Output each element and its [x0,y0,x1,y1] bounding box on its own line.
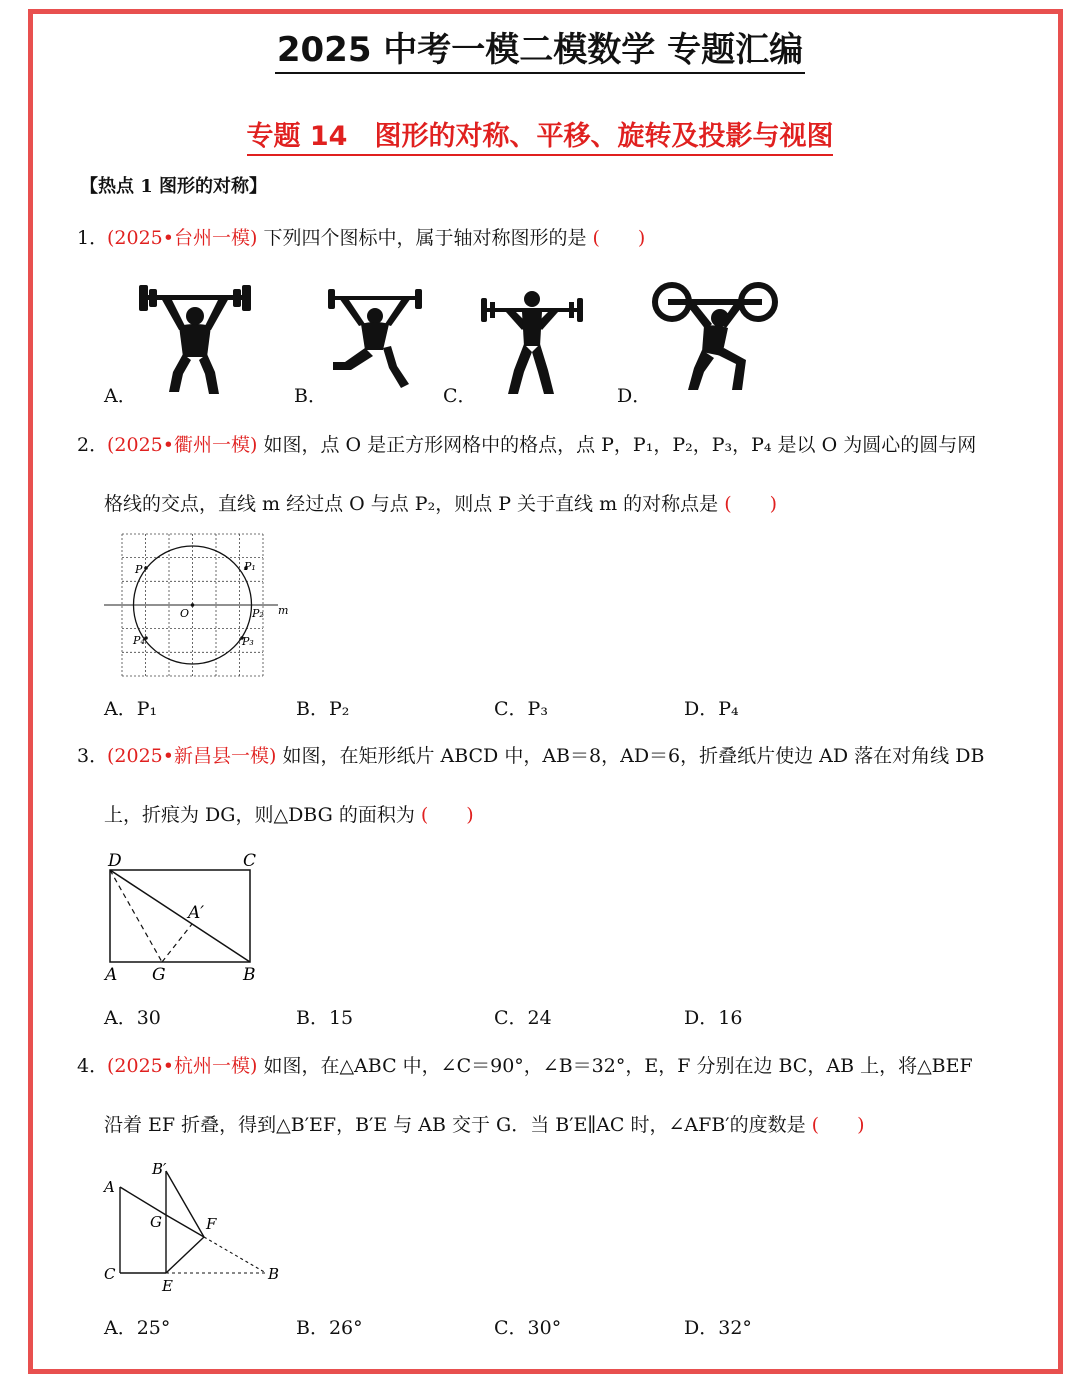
section-heading: 【热点 1 图形的对称】 [80,176,268,197]
q1-option-c[interactable]: C． [443,385,477,407]
label-p: P [135,563,143,576]
q4-option-a[interactable]: A．25° [104,1317,171,1339]
label-g: G [152,965,166,985]
q2-option-b[interactable]: B．P₂ [296,698,350,720]
question-4-line2: 沿着 EF 折叠，得到△B′EF，B′E 与 AB 交于 G．当 B′E∥AC 时，∠AFB′的度数是 ( ) [104,1114,865,1136]
q4-option-c[interactable]: C．30° [494,1317,562,1339]
label-o: O [180,607,190,620]
q4-option-b[interactable]: B．26° [296,1317,363,1339]
document-title: 2025 中考一模二模数学 专题汇编 [0,22,1080,71]
label-f: F [206,1215,217,1233]
q1-option-a[interactable]: A． [104,385,137,407]
label-c: C [104,1265,116,1283]
question-2-line1: 2．(2025•衢州一模) 如图，点 O 是正方形网格中的格点，点 P，P₁，P₂，P₃，P₄ 是以 O 为圆心的圆与网 [77,434,977,456]
label-p2: P₂ [252,607,264,620]
question-3-line1: 3．(2025•新昌县一模) 如图，在矩形纸片 ABCD 中，AB＝8，AD＝6，折叠纸片使边 AD 落在对角线 DB [77,745,985,767]
question-4-line1: 4．(2025•杭州一模) 如图，在△ABC 中，∠C＝90°，∠B＝32°，E，F 分别在边 BC，AB 上，将△BEF [77,1055,973,1077]
weightlifter-icon-b [325,284,425,396]
q1-option-d[interactable]: D． [617,385,652,407]
label-p4: P₄ [133,634,145,647]
question-1: 1．(2025•台州一模) 下列四个图标中，属于轴对称图形的是 ( ) [77,227,646,249]
topic-title: 专题 14 图形的对称、平移、旋转及投影与视图 [0,114,1080,153]
weightlifter-icon-c [478,290,586,396]
question-3-line2: 上，折痕为 DG，则△DBG 的面积为 ( ) [104,804,474,826]
q3-option-b[interactable]: B．15 [296,1007,354,1029]
label-b: B [243,965,256,985]
q2-option-a[interactable]: A．P₁ [104,698,158,720]
q4-triangle-figure [100,1157,290,1297]
label-b: B [268,1265,280,1283]
label-g: G [150,1213,162,1231]
label-b-prime: B′ [152,1160,167,1178]
q2-grid-circle-figure [100,530,300,682]
q3-rectangle-figure [100,848,270,986]
label-m: m [278,604,289,617]
label-a: A [104,1178,115,1196]
question-2-line2: 格线的交点，直线 m 经过点 O 与点 P₂，则点 P 关于直线 m 的对称点是 ( ) [104,493,778,515]
q3-option-c[interactable]: C．24 [494,1007,552,1029]
q1-option-b[interactable]: B． [294,385,327,407]
q3-option-a[interactable]: A．30 [104,1007,161,1029]
q4-option-d[interactable]: D．32° [684,1317,752,1339]
label-p1: P₁ [244,560,256,573]
q3-option-d[interactable]: D．16 [684,1007,743,1029]
label-a-prime: A′ [188,903,205,923]
weightlifter-icon-d [650,280,780,396]
q2-option-c[interactable]: C．P₃ [494,698,548,720]
label-c: C [243,851,257,871]
q2-option-d[interactable]: D．P₄ [684,698,739,720]
label-p3: P₃ [242,635,254,648]
label-e: E [162,1277,173,1295]
label-a: A [105,965,118,985]
weightlifter-icon-a [135,282,255,397]
label-d: D [108,851,122,871]
